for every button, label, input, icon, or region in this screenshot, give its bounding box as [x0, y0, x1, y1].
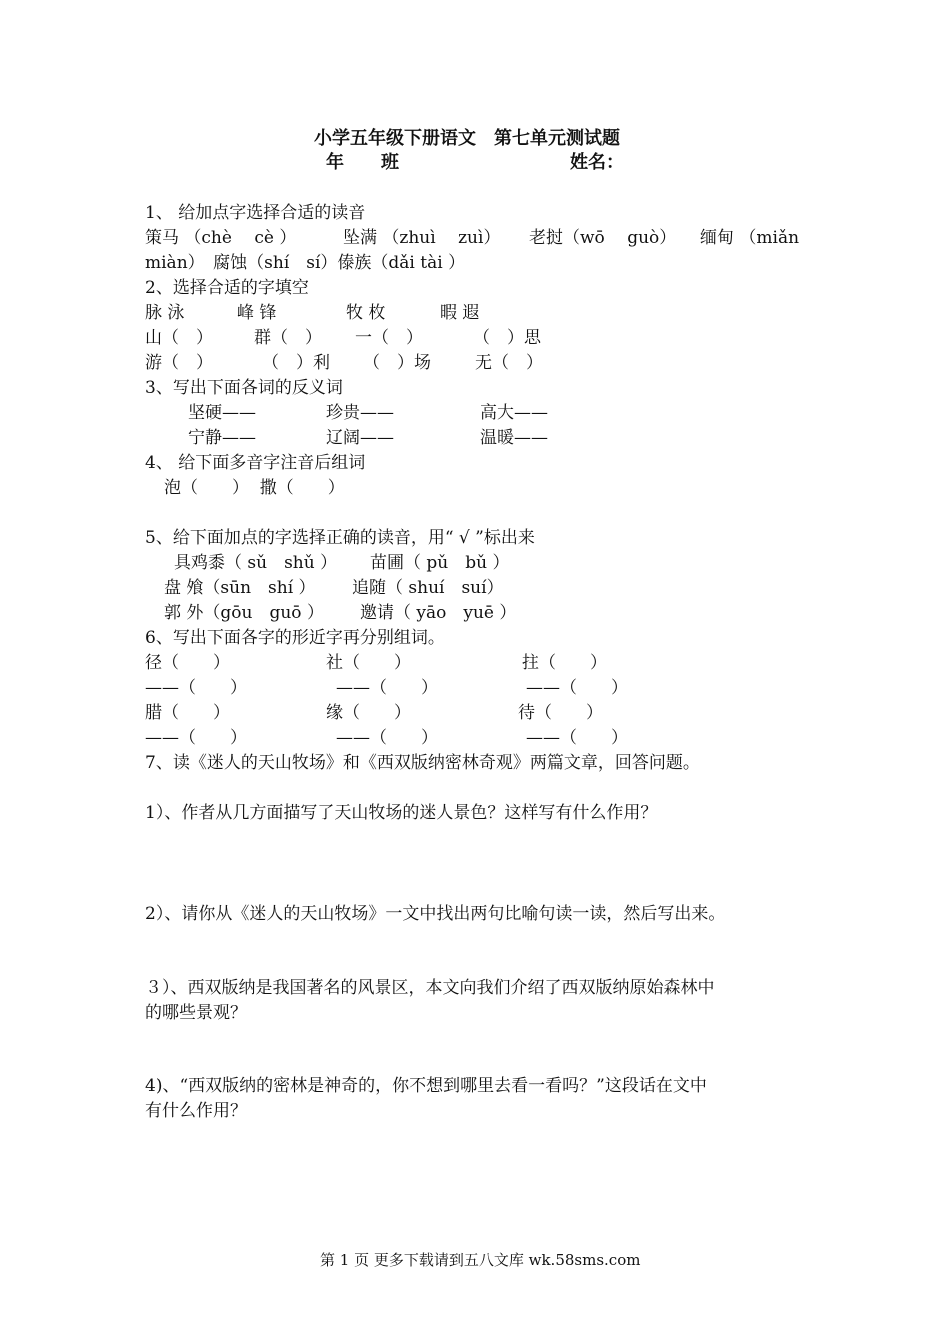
q1-item-b: 坠满 （zhuì zuì）	[343, 228, 501, 248]
q2-blank: （ ）思	[473, 328, 541, 348]
q5-item: 盘 飧（sūn shí ）	[164, 578, 316, 598]
name-label: 姓名：	[570, 152, 624, 173]
q6-blank: ——（ ）	[526, 728, 628, 748]
page-footer: 第 1 页 更多下载请到五八文库 wk.58sms.com	[320, 1251, 641, 1269]
q7-sub1: 1）、作者从几方面描写了天山牧场的迷人景色？这样写有什么作用？	[145, 803, 658, 823]
q3-word: 宁静——	[188, 428, 256, 448]
q2-option: 峰 锋	[237, 303, 277, 323]
q2-blank: （ ）利	[262, 353, 330, 373]
q5-item: 具鸡黍（ sǔ shǔ ）	[174, 553, 338, 573]
q7-sub2: 2）、请你从《迷人的天山牧场》一文中找出两句比喻句读一读，然后写出来。	[145, 904, 726, 924]
q4-line: 泡（ ） 撒（ ）	[164, 478, 345, 498]
q6-blank: 缘（ ）	[326, 703, 411, 723]
q7-sub4: 4)、“西双版纳的密林是神奇的，你不想到哪里去看一看吗？”这段话在文中	[145, 1076, 707, 1096]
q7-sub3-cont: 的哪些景观？	[145, 1003, 247, 1023]
q1-item-d: 缅甸 （miǎn	[700, 228, 800, 248]
q6-blank: 拄（ ）	[522, 653, 607, 673]
q2-blank: 群（ ）	[254, 328, 322, 348]
q6-heading: 6、写出下面各字的形近字再分别组词。	[145, 628, 445, 648]
q1-heading: 1、 给加点字选择合适的读音	[145, 203, 366, 223]
q2-blank: 无（ ）	[475, 353, 543, 373]
q7-heading: 7、读《迷人的天山牧场》和《西双版纳密林奇观》两篇文章，回答问题。	[145, 753, 700, 773]
q3-word: 温暖——	[480, 428, 548, 448]
q3-heading: 3、写出下面各词的反义词	[145, 378, 343, 398]
grade-label: 年	[326, 152, 344, 173]
q1-item-a: 策马 （chè cè ）	[145, 228, 297, 248]
q6-blank: ——（ ）	[145, 678, 247, 698]
q5-item: 邀请（ yāo yuē ）	[360, 603, 517, 623]
q2-option: 牧 枚	[346, 303, 386, 323]
q2-blank: 山（ ）	[145, 328, 213, 348]
q3-word: 珍贵——	[326, 403, 394, 423]
q2-blank: （ ）场	[363, 353, 431, 373]
q6-blank: ——（ ）	[336, 728, 438, 748]
q4-heading: 4、 给下面多音字注音后组词	[145, 453, 366, 473]
q5-item: 郭 外（gōu guō ）	[164, 603, 324, 623]
q1-item-c: 老挝（wō guò）	[529, 228, 677, 248]
q2-blank: 一（ ）	[355, 328, 423, 348]
q3-word: 辽阔——	[326, 428, 394, 448]
q6-blank: ——（ ）	[336, 678, 438, 698]
q2-blank: 游（ ）	[145, 353, 213, 373]
q6-blank: 社（ ）	[326, 653, 411, 673]
q3-word: 高大——	[480, 403, 548, 423]
class-label: 班	[381, 152, 399, 173]
q6-blank: 腊（ ）	[145, 703, 230, 723]
q5-item: 追随（ shuí suí）	[352, 578, 504, 598]
q7-sub4-cont: 有什么作用？	[145, 1101, 247, 1121]
q1-line2: miàn） 腐蚀（shí sí）傣族（dǎi tài ）	[145, 253, 466, 273]
q5-heading: 5、给下面加点的字选择正确的读音，用“ √ ”标出来	[145, 528, 535, 548]
q6-blank: ——（ ）	[145, 728, 247, 748]
q7-sub3: ３）、西双版纳是我国著名的风景区，本文向我们介绍了西双版纳原始森林中	[145, 978, 715, 998]
q6-blank: ——（ ）	[526, 678, 628, 698]
q2-option: 脉 泳	[145, 303, 185, 323]
q5-item: 苗圃（ pǔ bǔ ）	[370, 553, 510, 573]
q2-heading: 2、选择合适的字填空	[145, 278, 309, 298]
page-title: 小学五年级下册语文 第七单元测试题	[314, 128, 620, 149]
q6-blank: 径（ ）	[145, 653, 230, 673]
q6-blank: 待（ ）	[518, 703, 603, 723]
q2-option: 暇 遐	[440, 303, 480, 323]
q3-word: 坚硬——	[188, 403, 256, 423]
